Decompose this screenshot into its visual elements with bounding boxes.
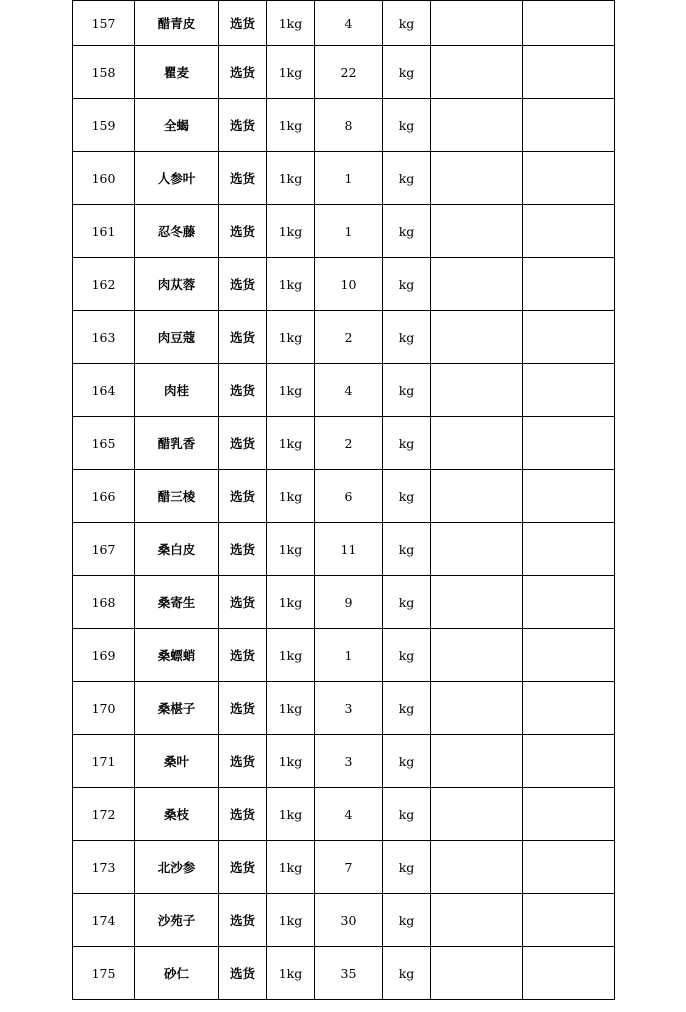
cell-serial-number: 163	[73, 311, 135, 364]
cell-unit: kg	[383, 46, 431, 99]
cell-blank-1	[431, 46, 523, 99]
cell-medicine-name: 桑寄生	[135, 576, 219, 629]
cell-blank-2	[523, 311, 615, 364]
table-row	[73, 1, 615, 46]
cell-specification: 1kg	[267, 629, 315, 682]
cell-medicine-name: 沙苑子	[135, 894, 219, 947]
cell-grade: 选货	[219, 576, 267, 629]
cell-specification: 1kg	[267, 682, 315, 735]
cell-grade: 选货	[219, 682, 267, 735]
cell-blank-2	[523, 152, 615, 205]
cell-grade: 选货	[219, 894, 267, 947]
cell-medicine-name: 肉豆蔻	[135, 311, 219, 364]
cell-medicine-name: 醋青皮	[135, 1, 219, 46]
cell-grade: 选货	[219, 417, 267, 470]
cell-blank-1	[431, 152, 523, 205]
cell-specification: 1kg	[267, 258, 315, 311]
table-row	[73, 788, 615, 841]
cell-blank-2	[523, 576, 615, 629]
cell-medicine-name: 醋乳香	[135, 417, 219, 470]
cell-medicine-name: 瞿麦	[135, 46, 219, 99]
table-row	[73, 99, 615, 152]
table-row	[73, 947, 615, 1000]
cell-serial-number: 159	[73, 99, 135, 152]
cell-specification: 1kg	[267, 841, 315, 894]
cell-serial-number: 160	[73, 152, 135, 205]
cell-serial-number: 161	[73, 205, 135, 258]
cell-medicine-name: 肉桂	[135, 364, 219, 417]
table-row	[73, 682, 615, 735]
cell-serial-number: 164	[73, 364, 135, 417]
cell-serial-number: 170	[73, 682, 135, 735]
cell-blank-2	[523, 46, 615, 99]
cell-medicine-name: 北沙参	[135, 841, 219, 894]
cell-medicine-name: 桑白皮	[135, 523, 219, 576]
cell-grade: 选货	[219, 523, 267, 576]
cell-grade: 选货	[219, 470, 267, 523]
cell-blank-2	[523, 205, 615, 258]
cell-quantity: 4	[315, 788, 383, 841]
cell-blank-1	[431, 258, 523, 311]
cell-quantity: 8	[315, 99, 383, 152]
cell-medicine-name: 醋三棱	[135, 470, 219, 523]
cell-specification: 1kg	[267, 364, 315, 417]
cell-medicine-name: 忍冬藤	[135, 205, 219, 258]
cell-grade: 选货	[219, 629, 267, 682]
cell-specification: 1kg	[267, 205, 315, 258]
cell-serial-number: 169	[73, 629, 135, 682]
cell-quantity: 1	[315, 205, 383, 258]
cell-blank-2	[523, 682, 615, 735]
cell-medicine-name: 桑椹子	[135, 682, 219, 735]
cell-blank-2	[523, 841, 615, 894]
cell-medicine-name: 桑叶	[135, 735, 219, 788]
cell-medicine-name: 肉苁蓉	[135, 258, 219, 311]
cell-serial-number: 158	[73, 46, 135, 99]
cell-grade: 选货	[219, 152, 267, 205]
table-row	[73, 735, 615, 788]
cell-unit: kg	[383, 682, 431, 735]
cell-unit: kg	[383, 788, 431, 841]
cell-blank-2	[523, 258, 615, 311]
table-row	[73, 364, 615, 417]
cell-serial-number: 172	[73, 788, 135, 841]
cell-serial-number: 168	[73, 576, 135, 629]
cell-quantity: 4	[315, 1, 383, 46]
cell-quantity: 6	[315, 470, 383, 523]
cell-blank-1	[431, 523, 523, 576]
cell-blank-2	[523, 470, 615, 523]
cell-unit: kg	[383, 841, 431, 894]
table-row	[73, 311, 615, 364]
cell-quantity: 11	[315, 523, 383, 576]
cell-specification: 1kg	[267, 788, 315, 841]
table-body	[73, 1, 615, 1000]
cell-blank-1	[431, 1, 523, 46]
cell-blank-2	[523, 417, 615, 470]
cell-quantity: 7	[315, 841, 383, 894]
cell-serial-number: 167	[73, 523, 135, 576]
cell-medicine-name: 砂仁	[135, 947, 219, 1000]
cell-unit: kg	[383, 470, 431, 523]
cell-blank-1	[431, 99, 523, 152]
cell-serial-number: 174	[73, 894, 135, 947]
cell-blank-1	[431, 576, 523, 629]
cell-grade: 选货	[219, 841, 267, 894]
cell-blank-1	[431, 629, 523, 682]
cell-quantity: 2	[315, 311, 383, 364]
cell-serial-number: 175	[73, 947, 135, 1000]
cell-blank-2	[523, 523, 615, 576]
cell-quantity: 1	[315, 629, 383, 682]
cell-blank-2	[523, 629, 615, 682]
cell-quantity: 2	[315, 417, 383, 470]
cell-blank-1	[431, 364, 523, 417]
cell-unit: kg	[383, 364, 431, 417]
cell-quantity: 1	[315, 152, 383, 205]
table-row	[73, 258, 615, 311]
cell-medicine-name: 桑螵蛸	[135, 629, 219, 682]
cell-specification: 1kg	[267, 735, 315, 788]
cell-medicine-name: 桑枝	[135, 788, 219, 841]
cell-unit: kg	[383, 735, 431, 788]
cell-grade: 选货	[219, 735, 267, 788]
table-row	[73, 417, 615, 470]
cell-serial-number: 171	[73, 735, 135, 788]
cell-specification: 1kg	[267, 894, 315, 947]
cell-medicine-name: 人参叶	[135, 152, 219, 205]
table-row	[73, 841, 615, 894]
cell-serial-number: 157	[73, 1, 135, 46]
cell-specification: 1kg	[267, 99, 315, 152]
cell-specification: 1kg	[267, 1, 315, 46]
cell-specification: 1kg	[267, 523, 315, 576]
cell-quantity: 35	[315, 947, 383, 1000]
cell-blank-2	[523, 894, 615, 947]
cell-unit: kg	[383, 629, 431, 682]
cell-blank-2	[523, 364, 615, 417]
cell-serial-number: 173	[73, 841, 135, 894]
cell-serial-number: 162	[73, 258, 135, 311]
cell-specification: 1kg	[267, 947, 315, 1000]
cell-unit: kg	[383, 99, 431, 152]
cell-unit: kg	[383, 152, 431, 205]
cell-blank-1	[431, 205, 523, 258]
cell-serial-number: 165	[73, 417, 135, 470]
table-row	[73, 576, 615, 629]
cell-blank-1	[431, 311, 523, 364]
cell-unit: kg	[383, 205, 431, 258]
table-row	[73, 629, 615, 682]
cell-medicine-name: 全蝎	[135, 99, 219, 152]
cell-grade: 选货	[219, 311, 267, 364]
cell-blank-2	[523, 947, 615, 1000]
table-row	[73, 205, 615, 258]
cell-grade: 选货	[219, 947, 267, 1000]
cell-blank-1	[431, 470, 523, 523]
cell-blank-1	[431, 417, 523, 470]
cell-quantity: 3	[315, 682, 383, 735]
cell-blank-2	[523, 788, 615, 841]
cell-unit: kg	[383, 894, 431, 947]
cell-grade: 选货	[219, 364, 267, 417]
table-row	[73, 46, 615, 99]
cell-unit: kg	[383, 311, 431, 364]
cell-specification: 1kg	[267, 576, 315, 629]
cell-grade: 选货	[219, 788, 267, 841]
cell-grade: 选货	[219, 205, 267, 258]
cell-specification: 1kg	[267, 470, 315, 523]
cell-blank-1	[431, 841, 523, 894]
cell-quantity: 10	[315, 258, 383, 311]
table-row	[73, 523, 615, 576]
cell-unit: kg	[383, 523, 431, 576]
cell-quantity: 3	[315, 735, 383, 788]
cell-blank-1	[431, 735, 523, 788]
cell-quantity: 9	[315, 576, 383, 629]
cell-specification: 1kg	[267, 46, 315, 99]
cell-unit: kg	[383, 576, 431, 629]
cell-grade: 选货	[219, 1, 267, 46]
cell-blank-2	[523, 1, 615, 46]
cell-grade: 选货	[219, 258, 267, 311]
cell-specification: 1kg	[267, 311, 315, 364]
cell-blank-2	[523, 735, 615, 788]
cell-unit: kg	[383, 417, 431, 470]
cell-specification: 1kg	[267, 417, 315, 470]
cell-blank-1	[431, 788, 523, 841]
cell-quantity: 22	[315, 46, 383, 99]
cell-quantity: 30	[315, 894, 383, 947]
cell-serial-number: 166	[73, 470, 135, 523]
cell-grade: 选货	[219, 46, 267, 99]
table-row	[73, 470, 615, 523]
table-row	[73, 894, 615, 947]
cell-blank-2	[523, 99, 615, 152]
cell-unit: kg	[383, 258, 431, 311]
cell-unit: kg	[383, 1, 431, 46]
medicine-inventory-table	[72, 0, 615, 1000]
cell-specification: 1kg	[267, 152, 315, 205]
cell-blank-1	[431, 947, 523, 1000]
cell-blank-1	[431, 894, 523, 947]
cell-blank-1	[431, 682, 523, 735]
cell-quantity: 4	[315, 364, 383, 417]
cell-grade: 选货	[219, 99, 267, 152]
table-row	[73, 152, 615, 205]
cell-unit: kg	[383, 947, 431, 1000]
